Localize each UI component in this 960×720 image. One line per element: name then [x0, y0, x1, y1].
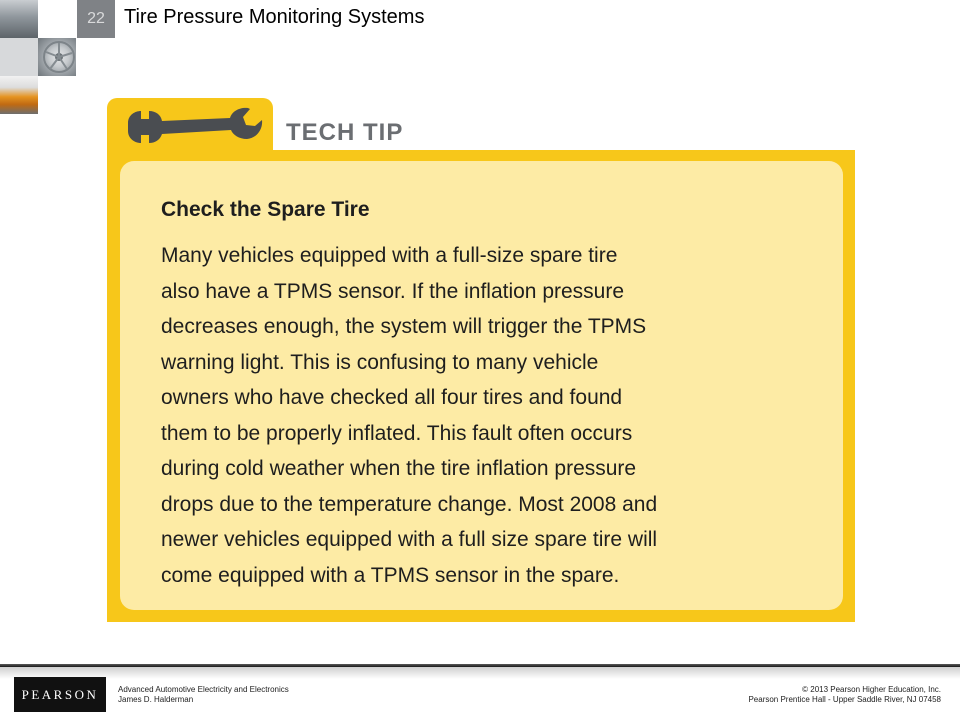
header-blank-tile — [38, 0, 76, 38]
tech-tip-body — [161, 238, 811, 593]
tech-tip-body-line: also have a TPMS sensor. If the inflation pressure — [161, 279, 625, 303]
tech-tip-title: Check the Spare Tire — [161, 198, 370, 221]
car-thumbnail-silver — [0, 0, 38, 38]
tech-tip-body-line: newer vehicles equipped with a full size spare tire will — [161, 528, 658, 551]
wrench-icon — [122, 103, 272, 151]
car-thumbnail-orange — [0, 76, 38, 114]
slide-title: Tire Pressure Monitoring Systems — [124, 6, 425, 28]
footer-book-title: Advanced Automotive Electricity and Electronics — [118, 685, 289, 694]
tech-tip-body-line: during cold weather when the tire inflation pressure — [161, 457, 637, 480]
tech-tip-heading: TECH TIP — [286, 119, 404, 146]
tech-tip-body-line: come equipped with a TPMS sensor in the spare. — [161, 563, 620, 587]
footer-publisher-line: Pearson Prentice Hall - Upper Saddle River, NJ 07458 — [748, 695, 941, 704]
tech-tip-body-line: warning light. This is confusing to many vehicle — [161, 350, 599, 374]
tech-tip-body-line: drops due to the temperature change. Most 2008 and — [161, 492, 658, 516]
footer-author: James D. Halderman — [118, 695, 194, 704]
footer-shadow — [0, 667, 960, 679]
tech-tip-body-line: decreases enough, the system will trigger the TPMS — [161, 315, 647, 338]
wheel-thumbnail — [38, 38, 76, 76]
pearson-logo: PEARSON — [14, 677, 106, 712]
tech-tip-body-line: Many vehicles equipped with a full-size spare tire — [161, 244, 618, 267]
footer-copyright — [748, 685, 941, 705]
tech-tip-body-line: owners who have checked all four tires and found — [161, 386, 623, 409]
footer-book-info — [118, 685, 289, 705]
header-grey-tile — [0, 38, 38, 76]
slide-number: 22 — [77, 0, 115, 38]
tech-tip-body-line: them to be properly inflated. This fault often occurs — [161, 421, 633, 445]
footer-copyright-line: © 2013 Pearson Higher Education, Inc. — [802, 685, 941, 694]
